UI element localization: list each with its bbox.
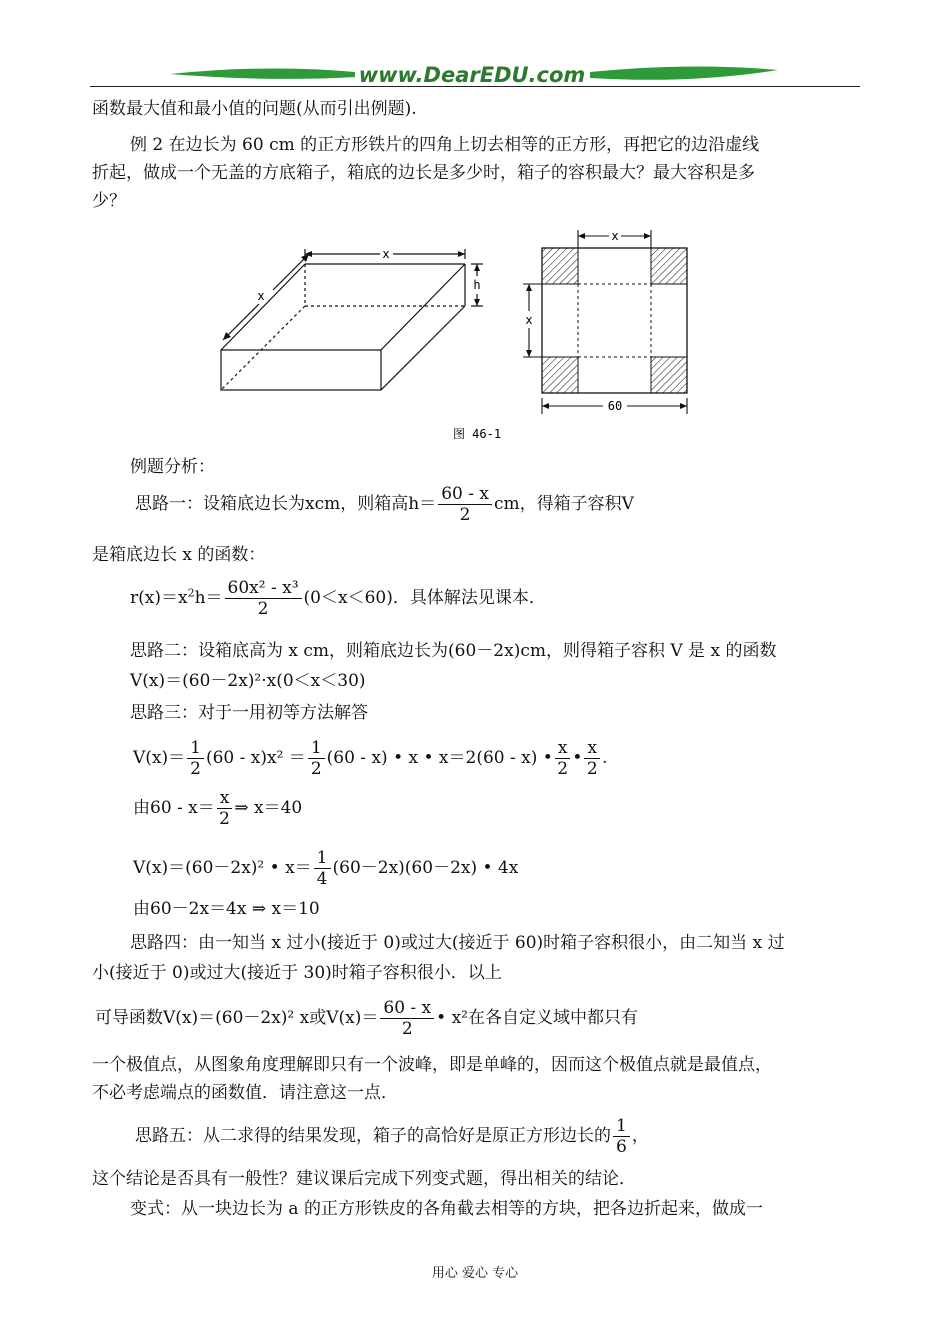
box-diagram <box>221 249 483 390</box>
text-line: 函数最大值和最小值的问题(从而引出例题). <box>92 99 417 119</box>
idea-1: 思路一：设箱底边长为xcm，则箱高h＝ $\frac{60 - x}{2}$ cm，得箱子容积V <box>135 484 634 525</box>
formula-e1: V(x)＝ $\frac{1}{2}$ (60 - x)x² ＝ $\frac{1}{2}$ (60 - x) • x • x＝2(60 - x) • $\frac{x}{2}$ • $\frac{x}{2}$ . <box>133 738 608 779</box>
page-footer: 用心 爱心 专心 <box>431 1266 519 1281</box>
example-title: 例 2 在边长为 60 cm 的正方形铁片的四角上切去相等的正方形，再把它的边沿虚线 <box>130 135 760 155</box>
net-label-60: 60 <box>607 399 623 413</box>
idea-4: 思路四：由一知当 x 过小(接近于 0)或过大(接近于 60)时箱子容积很小，由二知当 x 过 <box>130 933 785 953</box>
text-line: 少？ <box>92 191 126 211</box>
logo-swoosh-left-icon <box>170 68 355 78</box>
box-label-h: h <box>473 278 481 292</box>
figure-46-1 <box>215 218 695 446</box>
idea-3: 思路三：对于一用初等方法解答 <box>130 703 368 723</box>
idea-2: 思路二：设箱底高为 x cm，则箱底边长为(60－2x)cm，则得箱子容积 V 是 x 的函数 <box>130 641 777 661</box>
formula-r: $r(x)=x^2h=$ $\frac{\text{60x² - x³}}{2}$ (0＜x＜60)．具体解法见课本． <box>130 578 546 619</box>
text-line: 折起，做成一个无盖的方底箱子，箱底的边长是多少时，箱子的容积最大？最大容积是多 <box>92 163 755 183</box>
text-line: 小(接近于 0)或过大(接近于 30)时箱子容积很小．以上 <box>92 963 502 983</box>
logo-text: www.DearEDU.com <box>358 63 586 87</box>
header-logo <box>170 60 780 88</box>
idea-5: 思路五：从二求得的结果发现，箱子的高恰好是原正方形边长的 $\frac{1}{6}$ ， <box>135 1116 649 1157</box>
formula-s4: 可导函数V(x)＝(60－2x)² x或V(x)＝ $\frac{60 - x}{2}$ • x²在各自定义域中都只有 <box>95 998 638 1039</box>
text-line: 一个极值点，从图象角度理解即只有一个波峰，即是单峰的，因而这个极值点就是最值点， <box>92 1055 772 1075</box>
logo-swoosh-right-icon <box>590 66 778 79</box>
text-line: 是箱底边长 x 的函数： <box>92 545 266 565</box>
formula-e4: 由60－2x＝4x ⇒ x＝10 <box>133 899 320 919</box>
variant-problem: 变式：从一块边长为 a 的正方形铁皮的各角截去相等的方块，把各边折起来，做成一 <box>130 1199 763 1219</box>
box-label-x-side: x <box>257 289 265 303</box>
text-line: 这个结论是否具有一般性？建议课后完成下列变式题，得出相关的结论． <box>92 1169 636 1189</box>
header-rule <box>90 86 860 87</box>
net-diagram <box>523 229 687 414</box>
net-label-x-side: x <box>525 313 533 327</box>
box-label-x-top: x <box>382 247 390 261</box>
formula-e2: 由60 - x＝ $\frac{x}{2}$ ⇒ x＝40 <box>133 788 303 829</box>
formula-v2: V(x)＝(60－2x)²·x(0＜x＜30) <box>130 671 366 691</box>
figure-caption: 图 46-1 <box>452 427 502 441</box>
text-line: 例题分析： <box>130 457 215 477</box>
text-line: 不必考虑端点的函数值．请注意这一点． <box>92 1083 398 1103</box>
formula-e3: V(x)＝(60－2x)² • x＝ $\frac{1}{4}$ (60－2x)(60－2x) • 4x <box>133 848 519 889</box>
net-label-x-top: x <box>611 229 619 243</box>
